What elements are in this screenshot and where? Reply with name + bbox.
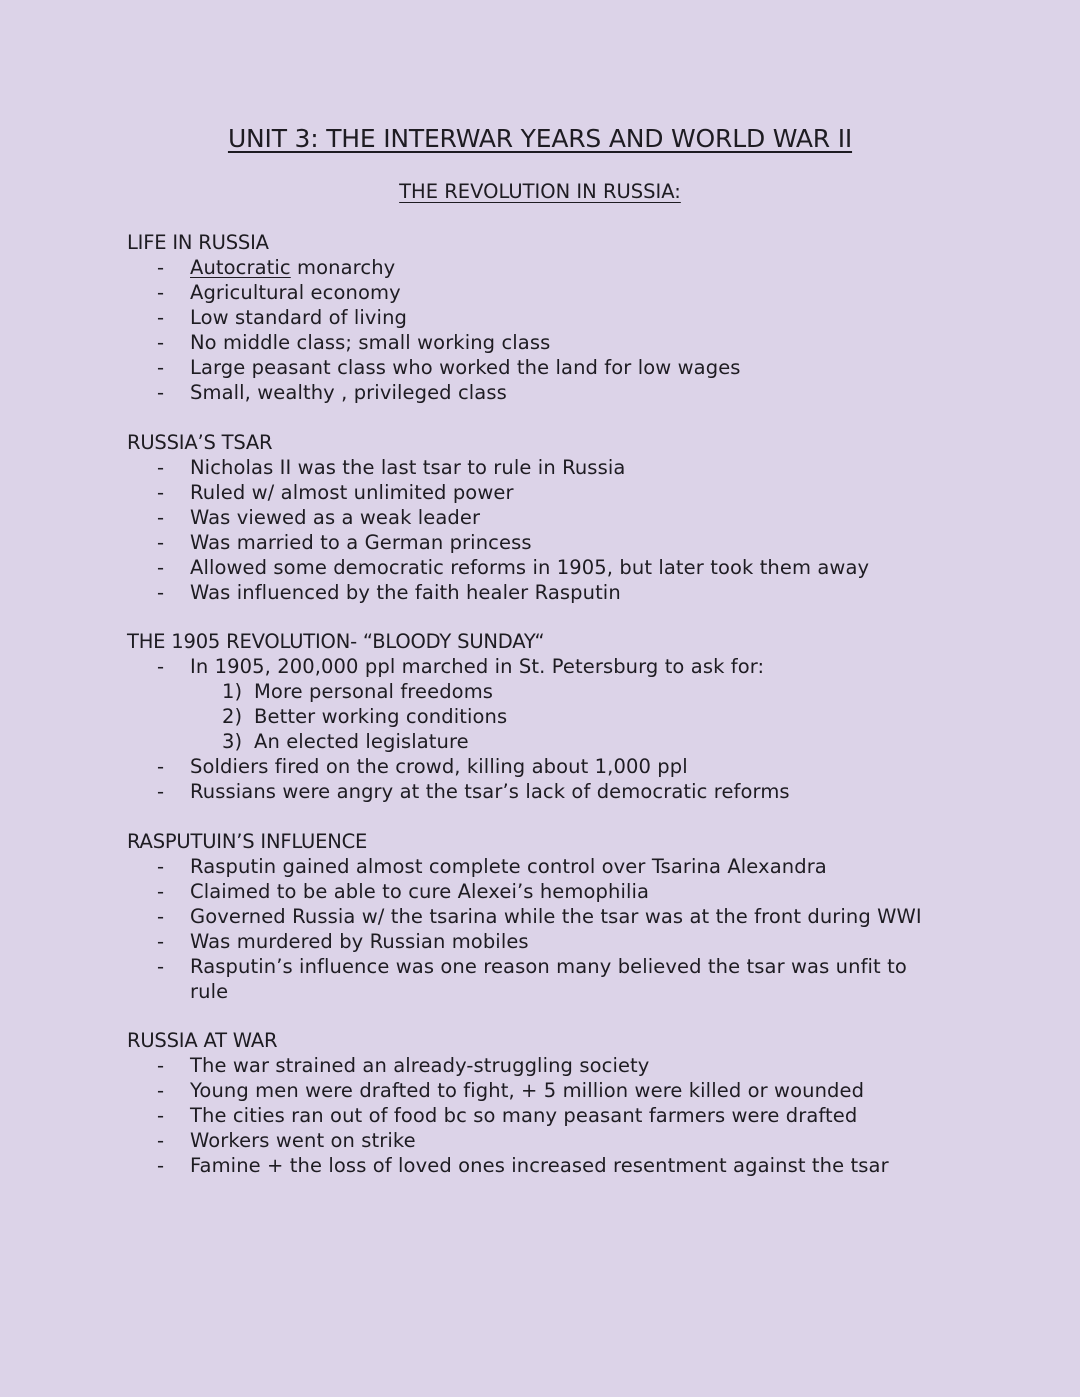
list-item-text: Nicholas II was the last tsar to rule in Russia <box>190 455 626 479</box>
numbered-item-text: More personal freedoms <box>254 680 494 703</box>
bullet-list <box>127 854 947 1004</box>
dash-bullet-icon: - <box>157 1054 165 1077</box>
list-item-text: Agricultural economy <box>190 281 401 304</box>
dash-bullet-icon: - <box>157 580 165 604</box>
list-item <box>127 455 947 480</box>
list-item-text: Was murdered by Russian mobiles <box>190 929 529 953</box>
numbered-item <box>127 729 947 754</box>
section-heading: LIFE IN RUSSIA <box>127 231 269 254</box>
list-item <box>127 654 947 679</box>
list-item-text: Was viewed as a weak leader <box>190 505 481 529</box>
list-item <box>127 879 947 904</box>
list-item-text: The cities ran out of food bc so many peasant farmers were drafted <box>190 1104 858 1127</box>
list-item-text: In 1905, 200,000 ppl marched in St. Petersburg to ask for: <box>190 655 765 678</box>
section-heading: RUSSIA’S TSAR <box>127 430 273 454</box>
dash-bullet-icon: - <box>157 256 165 279</box>
list-item <box>127 754 947 779</box>
dash-bullet-icon: - <box>157 281 165 304</box>
page-subtitle: THE REVOLUTION IN RUSSIA: <box>399 180 681 203</box>
list-item-text: Russians were angry at the tsar’s lack of democratic reforms <box>190 780 790 803</box>
dash-bullet-icon: - <box>157 356 165 379</box>
list-item <box>127 954 947 1004</box>
list-item-text: Was influenced by the faith healer Rasputin <box>190 580 621 604</box>
list-item <box>127 380 947 405</box>
section-heading: RASPUTUIN’S INFLUENCE <box>127 829 368 853</box>
list-item-text: monarchy <box>290 256 396 279</box>
bullet-list <box>127 255 947 405</box>
notes-content <box>127 230 947 1203</box>
dash-bullet-icon: - <box>157 954 165 978</box>
list-item-text: Was married to a German princess <box>190 530 532 554</box>
item-number: 3) <box>222 730 243 753</box>
item-number: 1) <box>222 680 243 703</box>
dash-bullet-icon: - <box>157 455 165 479</box>
dash-bullet-icon: - <box>157 854 165 878</box>
list-item <box>127 904 947 929</box>
section-russia-at-war <box>127 1028 947 1178</box>
list-item-text: Workers went on strike <box>190 1129 416 1152</box>
list-item <box>127 280 947 305</box>
bullet-list <box>127 654 947 679</box>
dash-bullet-icon: - <box>157 755 165 778</box>
section-life-in-russia <box>127 230 947 405</box>
dash-bullet-icon: - <box>157 904 165 928</box>
list-item <box>127 580 947 605</box>
numbered-item-text: Better working conditions <box>254 705 508 728</box>
dash-bullet-icon: - <box>157 929 165 953</box>
list-item <box>127 1078 947 1103</box>
list-item <box>127 480 947 505</box>
list-item-text: Governed Russia w/ the tsarina while the tsar was at the front during WWI <box>190 904 922 928</box>
list-item <box>127 305 947 330</box>
dash-bullet-icon: - <box>157 780 165 803</box>
section-1905-revolution <box>127 629 947 804</box>
dash-bullet-icon: - <box>157 655 165 678</box>
list-item-text: The war strained an already-struggling society <box>190 1054 650 1077</box>
list-item <box>127 779 947 804</box>
dash-bullet-icon: - <box>157 381 165 404</box>
list-item <box>127 929 947 954</box>
list-item <box>127 1153 947 1178</box>
list-item <box>127 1128 947 1153</box>
dash-bullet-icon: - <box>157 480 165 504</box>
list-item-text: Low standard of living <box>190 306 408 329</box>
dash-bullet-icon: - <box>157 530 165 554</box>
list-item <box>127 854 947 879</box>
list-item <box>127 255 947 280</box>
bullet-list <box>127 455 947 605</box>
list-item-text: Famine + the loss of loved ones increased resentment against the tsar <box>190 1154 889 1177</box>
list-item-text: Claimed to be able to cure Alexei’s hemophilia <box>190 879 650 903</box>
dash-bullet-icon: - <box>157 1129 165 1152</box>
section-heading: THE 1905 REVOLUTION- “BLOODY SUNDAY“ <box>127 630 545 653</box>
dash-bullet-icon: - <box>157 505 165 529</box>
bullet-list <box>127 1053 947 1178</box>
list-item-text: No middle class; small working class <box>190 331 551 354</box>
list-item <box>127 355 947 380</box>
dash-bullet-icon: - <box>157 879 165 903</box>
list-item-text: Rasputin gained almost complete control over Tsarina Alexandra <box>190 854 827 878</box>
list-item <box>127 1103 947 1128</box>
underlined-term: Autocratic <box>190 256 291 279</box>
item-number: 2) <box>222 705 243 728</box>
list-item <box>127 505 947 530</box>
section-rasputin-influence <box>127 829 947 1004</box>
dash-bullet-icon: - <box>157 1104 165 1127</box>
dash-bullet-icon: - <box>157 1154 165 1177</box>
dash-bullet-icon: - <box>157 306 165 329</box>
list-item <box>127 555 947 580</box>
list-item-text: Ruled w/ almost unlimited power <box>190 480 514 504</box>
numbered-item-text: An elected legislature <box>254 730 469 753</box>
list-item <box>127 530 947 555</box>
dash-bullet-icon: - <box>157 331 165 354</box>
list-item-text: Allowed some democratic reforms in 1905, but later took them away <box>190 555 870 579</box>
list-item-text: Small, wealthy , privileged class <box>190 381 507 404</box>
dash-bullet-icon: - <box>157 1079 165 1102</box>
list-item-text: Large peasant class who worked the land for low wages <box>190 356 741 379</box>
numbered-item <box>127 679 947 704</box>
numbered-item <box>127 704 947 729</box>
section-russias-tsar <box>127 430 947 605</box>
list-item-text: Young men were drafted to fight, + 5 million were killed or wounded <box>190 1079 865 1102</box>
list-item <box>127 330 947 355</box>
section-heading: RUSSIA AT WAR <box>127 1029 278 1052</box>
bullet-list <box>127 754 947 804</box>
page-title: UNIT 3: THE INTERWAR YEARS AND WORLD WAR II <box>227 124 853 153</box>
list-item <box>127 1053 947 1078</box>
list-item-text: Rasputin’s influence was one reason many believed the tsar was unfit to rule <box>190 954 907 1003</box>
numbered-list <box>127 679 947 754</box>
dash-bullet-icon: - <box>157 555 165 579</box>
list-item-text: Soldiers fired on the crowd, killing about 1,000 ppl <box>190 755 688 778</box>
